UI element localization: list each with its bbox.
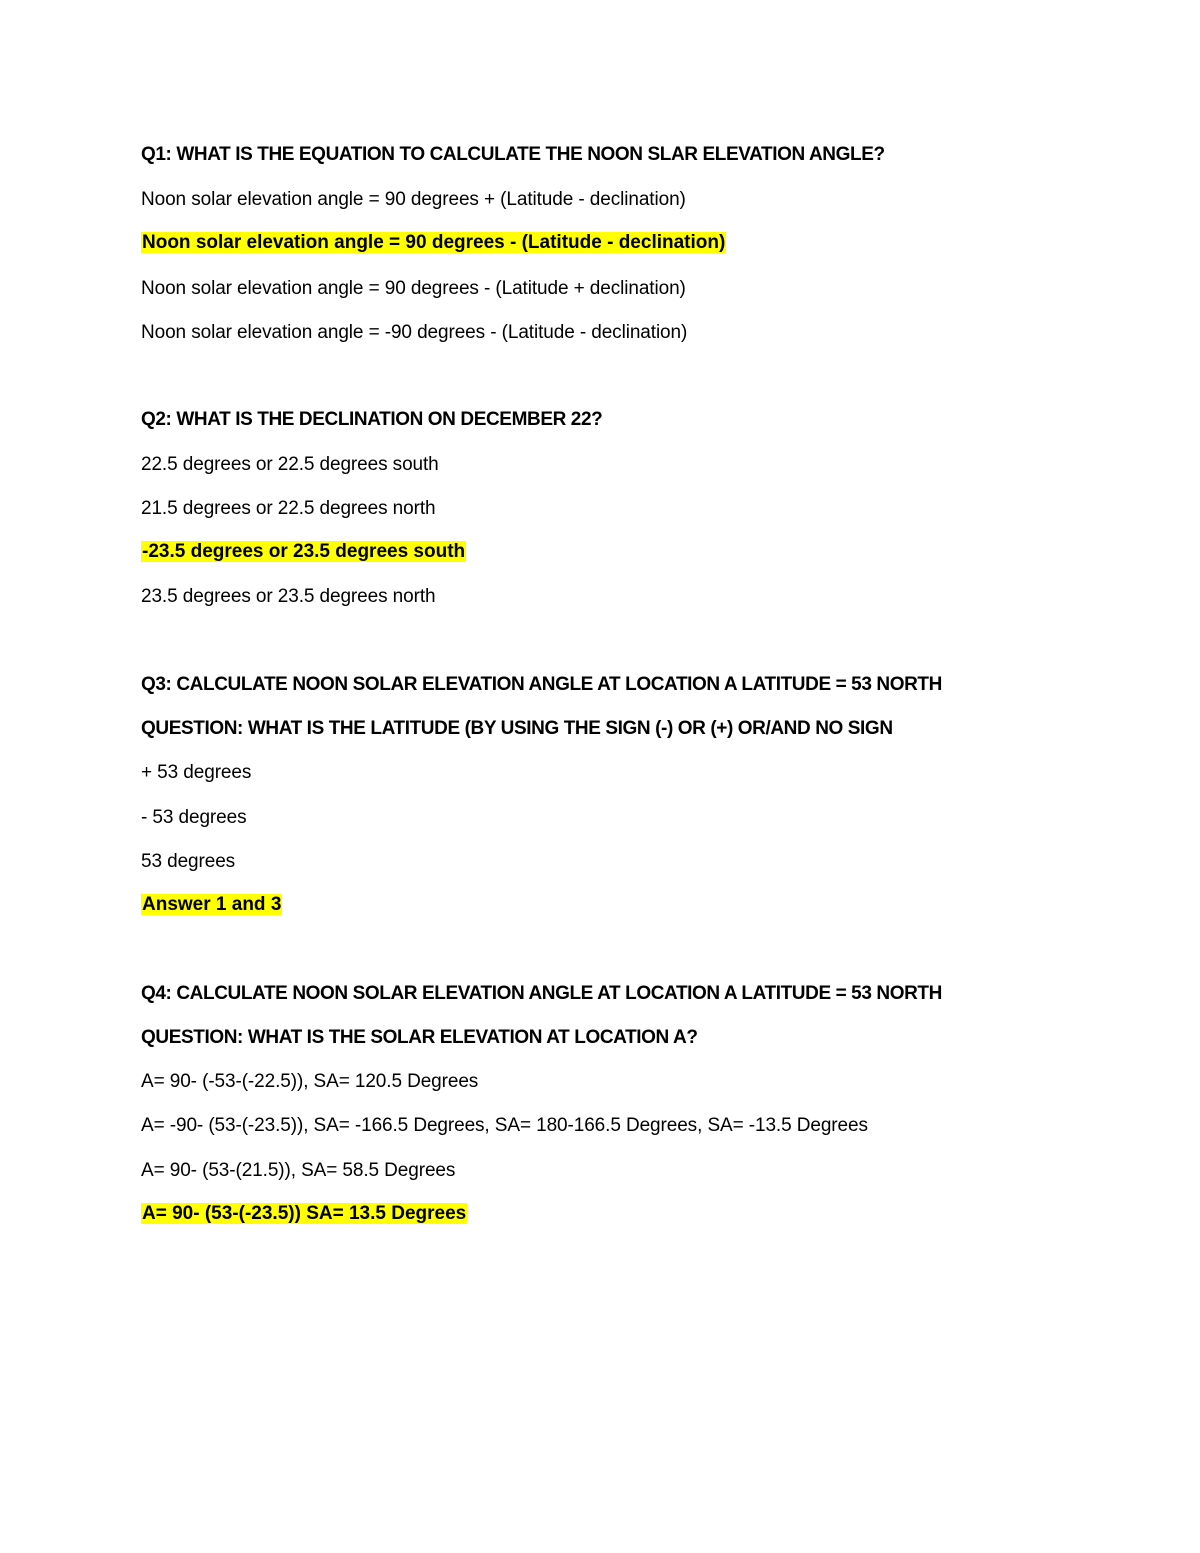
q4-option-4-correct [141,1201,467,1227]
q2-heading: Q2: WHAT IS THE DECLINATION ON DECEMBER 22? [141,409,603,430]
q4-subheading: QUESTION: WHAT IS THE SOLAR ELEVATION AT LOCATION A? [141,1027,698,1048]
q4-option-1: A= 90- (-53-(-22.5)), SA= 120.5 Degrees [141,1071,479,1092]
answer-highlight: A= 90- (53-(-23.5)) SA= 13.5 Degrees [142,1203,467,1224]
q3-subheading: QUESTION: WHAT IS THE LATITUDE (BY USING THE SIGN (-) OR (+) OR/AND NO SIGN [141,718,893,739]
q2-option-3-correct [141,539,466,565]
q3-option-4-correct [141,892,282,918]
q2-option-4: 23.5 degrees or 23.5 degrees north [141,586,436,607]
answer-highlight: Answer 1 and 3 [142,894,282,915]
q3-heading: Q3: CALCULATE NOON SOLAR ELEVATION ANGLE AT LOCATION A LATITUDE = 53 NORTH [141,674,942,695]
answer-highlight: -23.5 degrees or 23.5 degrees south [142,541,466,562]
answer-highlight: Noon solar elevation angle = 90 degrees - (Latitude - declination) [142,232,726,253]
q1-option-3: Noon solar elevation angle = 90 degrees - (Latitude + declination) [141,278,686,299]
q4-option-3: A= 90- (53-(21.5)), SA= 58.5 Degrees [141,1160,456,1181]
q3-option-1: + 53 degrees [141,762,252,783]
q4-option-2: A= -90- (53-(-23.5)), SA= -166.5 Degrees, SA= 180-166.5 Degrees, SA= -13.5 Degrees [141,1115,868,1136]
q3-option-2: - 53 degrees [141,807,247,828]
q4-heading: Q4: CALCULATE NOON SOLAR ELEVATION ANGLE AT LOCATION A LATITUDE = 53 NORTH [141,983,942,1004]
q3-option-3: 53 degrees [141,851,236,872]
q1-option-4: Noon solar elevation angle = -90 degrees - (Latitude - declination) [141,322,688,343]
q1-option-2-correct [141,230,726,256]
q2-option-1: 22.5 degrees or 22.5 degrees south [141,454,439,475]
q1-option-1: Noon solar elevation angle = 90 degrees + (Latitude - declination) [141,189,686,210]
q1-heading: Q1: WHAT IS THE EQUATION TO CALCULATE THE NOON SLAR ELEVATION ANGLE? [141,144,885,165]
q2-option-2: 21.5 degrees or 22.5 degrees north [141,498,436,519]
